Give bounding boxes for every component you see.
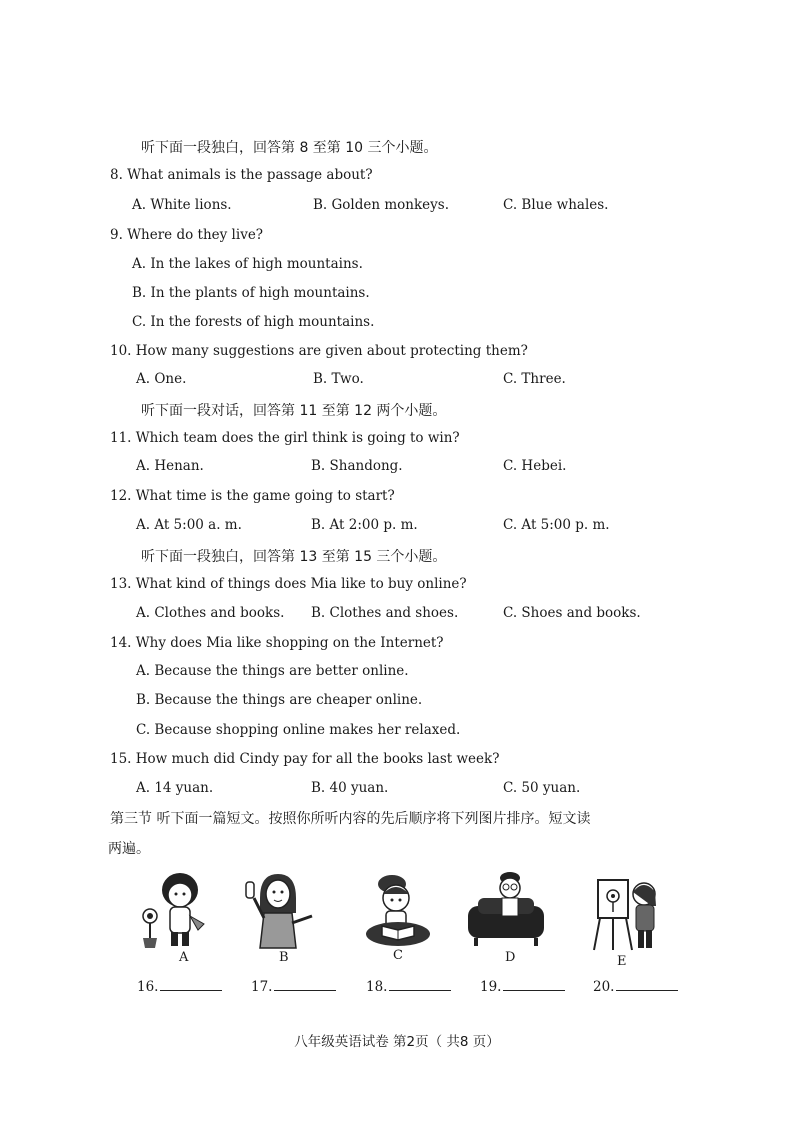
option-8a: A. White lions. xyxy=(132,197,232,213)
question-15: 15. How much did Cindy pay for all the books last week? xyxy=(110,751,500,767)
option-10b: B. Two. xyxy=(313,371,364,387)
picture-label-a: A xyxy=(179,950,189,965)
option-11c: C. Hebei. xyxy=(503,458,567,474)
boy-on-sofa-icon xyxy=(466,868,546,950)
blank-line[interactable] xyxy=(503,978,565,991)
option-12a: A. At 5:00 a. m. xyxy=(136,517,242,533)
answer-blank-19[interactable] xyxy=(480,978,565,995)
picture-row xyxy=(0,868,794,968)
question-13: 13. What kind of things does Mia like to buy online? xyxy=(110,576,467,592)
blank-line[interactable] xyxy=(274,978,336,991)
option-10c: C. Three. xyxy=(503,371,566,387)
option-15b: B. 40 yuan. xyxy=(311,780,389,796)
answer-blank-18[interactable] xyxy=(366,978,451,995)
blank-line[interactable] xyxy=(389,978,451,991)
option-13b: B. Clothes and shoes. xyxy=(311,605,459,621)
question-14: 14. Why does Mia like shopping on the Internet? xyxy=(110,635,444,651)
section3-instruction-line1: 第三节 听下面一篇短文。按照你所听内容的先后顺序将下列图片排序。短文读 xyxy=(110,811,591,827)
picture-label-c: C xyxy=(393,948,403,963)
answer-blank-17[interactable] xyxy=(251,978,336,995)
instruction-monologue-13-15: 听下面一段独白，回答第 13 至第 15 三个小题。 xyxy=(141,549,447,565)
question-8: 8. What animals is the passage about? xyxy=(110,167,373,183)
blank-number: 16. xyxy=(137,979,159,995)
picture-label-b: B xyxy=(279,950,289,965)
option-9a: A. In the lakes of high mountains. xyxy=(132,256,363,272)
option-15c: C. 50 yuan. xyxy=(503,780,581,796)
blank-number: 17. xyxy=(251,979,273,995)
option-13c: C. Shoes and books. xyxy=(503,605,641,621)
question-11: 11. Which team does the girl think is going to win? xyxy=(110,430,460,446)
blank-line[interactable] xyxy=(160,978,222,991)
question-12: 12. What time is the game going to start? xyxy=(110,488,395,504)
blank-number: 20. xyxy=(593,979,615,995)
blank-line[interactable] xyxy=(616,978,678,991)
option-12c: C. At 5:00 p. m. xyxy=(503,517,610,533)
question-10: 10. How many suggestions are given about protecting them? xyxy=(110,343,528,359)
option-12b: B. At 2:00 p. m. xyxy=(311,517,418,533)
instruction-monologue-8-10: 听下面一段独白，回答第 8 至第 10 三个小题。 xyxy=(141,140,438,156)
option-14b: B. Because the things are cheaper online. xyxy=(136,692,423,708)
girl-reading-book-icon xyxy=(358,868,438,950)
option-14a: A. Because the things are better online. xyxy=(136,663,409,679)
option-9c: C. In the forests of high mountains. xyxy=(132,314,375,330)
answer-blank-20[interactable] xyxy=(593,978,678,995)
option-13a: A. Clothes and books. xyxy=(136,605,285,621)
option-9b: B. In the plants of high mountains. xyxy=(132,285,370,301)
blank-number: 19. xyxy=(480,979,502,995)
option-11b: B. Shandong. xyxy=(311,458,403,474)
section3-instruction-line2: 两遍。 xyxy=(108,841,150,857)
option-8b: B. Golden monkeys. xyxy=(313,197,449,213)
instruction-dialogue-11-12: 听下面一段对话，回答第 11 至第 12 两个小题。 xyxy=(141,403,447,419)
blank-number: 18. xyxy=(366,979,388,995)
option-8c: C. Blue whales. xyxy=(503,197,609,213)
woman-on-phone-icon xyxy=(238,868,318,950)
option-11a: A. Henan. xyxy=(136,458,204,474)
girl-painting-icon xyxy=(590,872,670,954)
picture-label-e: E xyxy=(617,954,627,969)
picture-label-d: D xyxy=(505,950,516,965)
boy-watering-flower-icon xyxy=(138,868,218,950)
page-footer: 八年级英语试卷 第2页（ 共8 页） xyxy=(294,1034,500,1050)
option-14c: C. Because shopping online makes her relaxed. xyxy=(136,722,461,738)
option-15a: A. 14 yuan. xyxy=(136,780,214,796)
question-9: 9. Where do they live? xyxy=(110,227,264,243)
option-10a: A. One. xyxy=(136,371,187,387)
answer-blank-16[interactable] xyxy=(137,978,222,995)
